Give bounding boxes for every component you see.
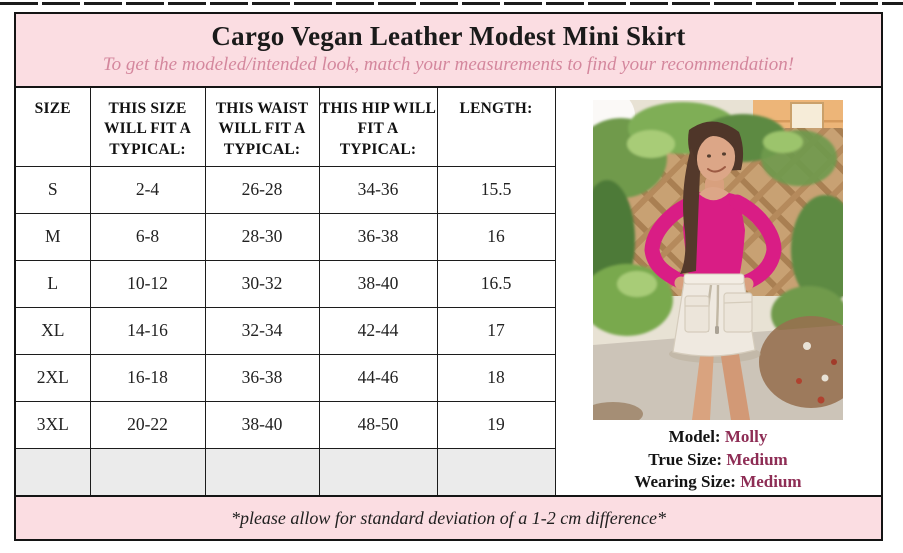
length-cell: 18 (437, 354, 555, 401)
cargo-pocket-left (685, 296, 709, 332)
wearing-size-line (555, 471, 881, 494)
waistband (684, 274, 744, 284)
typical-size-cell: 14-16 (90, 307, 205, 354)
wearing-size-label: Wearing Size: (634, 472, 736, 491)
card-content (16, 88, 881, 495)
col-header-waist: THIS WAIST WILL FIT A TYPICAL: (205, 88, 319, 166)
waist-cell: 38-40 (205, 401, 319, 448)
empty-cell (437, 448, 555, 495)
size-cell: M (16, 213, 90, 260)
waist-cell: 32-34 (205, 307, 319, 354)
hip-cell: 44-46 (319, 354, 437, 401)
length-cell: 17 (437, 307, 555, 354)
hip-cell: 34-36 (319, 166, 437, 213)
waist-cell: 28-30 (205, 213, 319, 260)
length-cell: 16.5 (437, 260, 555, 307)
title-banner (16, 14, 881, 88)
table-row (16, 260, 555, 307)
typical-size-cell: 10-12 (90, 260, 205, 307)
length-cell: 16 (437, 213, 555, 260)
waist-cell: 26-28 (205, 166, 319, 213)
size-chart-card (14, 12, 883, 541)
hip-cell: 38-40 (319, 260, 437, 307)
size-cell: XL (16, 307, 90, 354)
model-value: Molly (724, 427, 768, 446)
size-cell: S (16, 166, 90, 213)
model-info (555, 426, 881, 494)
typical-size-cell: 2-4 (90, 166, 205, 213)
typical-size-cell: 6-8 (90, 213, 205, 260)
cargo-pocket-right (724, 293, 752, 332)
size-cell: L (16, 260, 90, 307)
table-row (16, 213, 555, 260)
table-row (16, 166, 555, 213)
drawstring-right (717, 285, 718, 328)
deviation-note: *please allow for standard deviation of a 1-2 cm difference* (230, 507, 667, 528)
col-header-length: LENGTH: (437, 88, 555, 166)
length-cell: 15.5 (437, 166, 555, 213)
model-photo-panel (555, 88, 881, 495)
fit-instruction-subtitle: To get the modeled/intended look, match your measurements to find your recommendation! (102, 54, 795, 75)
hip-cell: 48-50 (319, 401, 437, 448)
empty-row (16, 448, 555, 495)
true-size-label: True Size: (648, 449, 723, 469)
col-header-size: SIZE (16, 88, 90, 166)
typical-size-cell: 20-22 (90, 401, 205, 448)
model-label: Model: (668, 427, 721, 446)
wearing-size-value: Medium (740, 472, 802, 491)
footnote-banner (16, 495, 881, 539)
size-cell: 2XL (16, 354, 90, 401)
true-size-value: Medium (726, 449, 788, 469)
col-header-typical-size: THIS SIZE WILL FIT A TYPICAL: (90, 88, 205, 166)
waist-cell: 30-32 (205, 260, 319, 307)
model-name-line (555, 426, 881, 449)
true-size-line (555, 449, 881, 472)
empty-cell (90, 448, 205, 495)
table-row (16, 354, 555, 401)
hip-cell: 42-44 (319, 307, 437, 354)
size-table (16, 88, 556, 495)
table-row (16, 401, 555, 448)
empty-cell (16, 448, 90, 495)
page-top-divider (0, 2, 903, 5)
waist-cell: 36-38 (205, 354, 319, 401)
empty-cell (319, 448, 437, 495)
table-row (16, 307, 555, 354)
size-table-container (16, 88, 555, 495)
size-cell: 3XL (16, 401, 90, 448)
model-photo (593, 100, 843, 420)
typical-size-cell: 16-18 (90, 354, 205, 401)
header-row (16, 88, 555, 166)
empty-cell (205, 448, 319, 495)
hip-cell: 36-38 (319, 213, 437, 260)
length-cell: 19 (437, 401, 555, 448)
product-title: Cargo Vegan Leather Modest Mini Skirt (211, 21, 686, 51)
col-header-hip: THIS HIP WILL FIT A TYPICAL: (319, 88, 437, 166)
